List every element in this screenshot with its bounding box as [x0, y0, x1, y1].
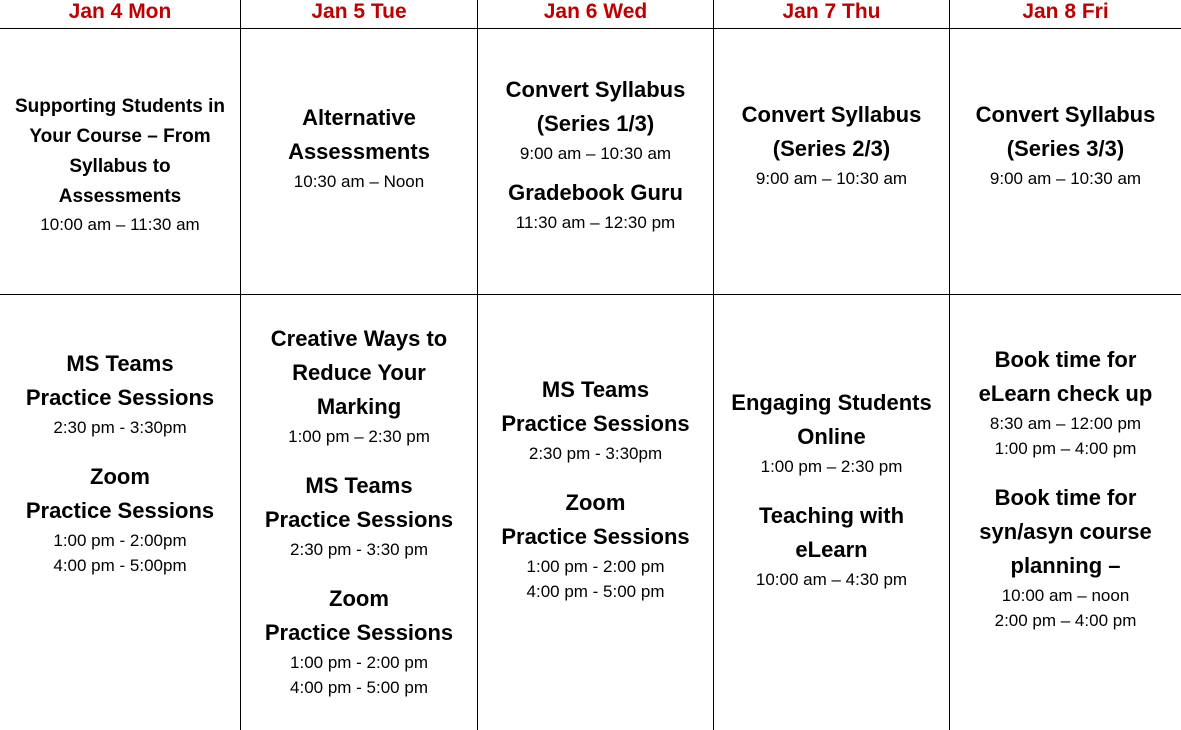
- event-title-line: Practice Sessions: [264, 507, 454, 532]
- morning-cell-mon: [0, 29, 241, 295]
- morning-cell-fri: [950, 29, 1181, 295]
- event-time: 2:30 pm - 3:30pm: [53, 418, 187, 437]
- event-time: 1:00 pm - 2:00 pm: [290, 653, 428, 672]
- event-title: Convert Syllabus (Series 2/3): [741, 102, 922, 161]
- event-time: 9:00 am – 10:30 am: [755, 169, 908, 188]
- event-time: 8:30 am – 12:00 pm: [989, 414, 1142, 433]
- event-title: Book time for eLearn check up: [978, 347, 1153, 406]
- event-time: 1:00 pm – 4:00 pm: [994, 439, 1137, 458]
- event-title-line: Practice Sessions: [501, 411, 690, 436]
- event: [26, 347, 214, 440]
- morning-cell-wed: [478, 29, 714, 295]
- event-title: Gradebook Guru: [508, 179, 683, 205]
- afternoon-cell-mon: [0, 295, 241, 730]
- event: [501, 373, 689, 466]
- event-time: 1:00 pm - 2:00pm: [53, 531, 187, 550]
- event-time: 2:30 pm - 3:30 pm: [290, 540, 428, 559]
- event-title: Teaching with eLearn: [758, 503, 905, 562]
- afternoon-cell-wed: [478, 295, 714, 730]
- event: [269, 101, 449, 194]
- event-time: 4:00 pm - 5:00 pm: [290, 678, 428, 697]
- event-title-line: Practice Sessions: [501, 524, 690, 549]
- event-time: 1:00 pm – 2:30 pm: [288, 427, 430, 446]
- event: [257, 322, 462, 449]
- event-time: 1:00 pm – 2:30 pm: [760, 457, 903, 476]
- event: [742, 499, 922, 592]
- morning-cell-thu: [714, 29, 950, 295]
- event-time: 1:00 pm - 2:00 pm: [526, 557, 665, 576]
- event: [508, 176, 683, 235]
- event: [963, 98, 1168, 191]
- event: [963, 343, 1168, 461]
- event-title-line: Practice Sessions: [25, 498, 215, 523]
- event: [722, 386, 942, 479]
- event-title-line: Zoom: [90, 464, 150, 489]
- event: [493, 73, 698, 166]
- morning-cell-tue: [241, 29, 478, 295]
- afternoon-cell-thu: [714, 295, 950, 730]
- event-title: Engaging Students Online: [731, 390, 932, 449]
- afternoon-cell-tue: [241, 295, 478, 730]
- event-time: 2:00 pm – 4:00 pm: [994, 611, 1137, 630]
- event-time: 10:00 am – 11:30 am: [40, 215, 200, 234]
- event-title: Book time for syn/asyn course planning –: [979, 485, 1152, 578]
- event: [265, 582, 453, 700]
- day-header-wed: Jan 6 Wed: [478, 0, 714, 29]
- event-title-line: Practice Sessions: [25, 385, 215, 410]
- event-title: Supporting Students in Your Course – From Syllabus to Assessments: [14, 96, 226, 207]
- day-header-tue: Jan 5 Tue: [241, 0, 478, 29]
- event-title: Alternative Assessments: [288, 105, 430, 164]
- event-title: Creative Ways to Reduce Your Marking: [270, 326, 448, 419]
- day-header-mon: Jan 4 Mon: [0, 0, 241, 29]
- event: [26, 460, 214, 578]
- event-title-line: MS Teams: [66, 351, 174, 376]
- event: [13, 92, 228, 237]
- event-time: 9:00 am – 10:30 am: [519, 143, 672, 163]
- event-title: Convert Syllabus (Series 1/3): [505, 76, 686, 136]
- event-time: 4:00 pm - 5:00pm: [53, 556, 187, 575]
- event: [963, 481, 1168, 633]
- event-time: 2:30 pm - 3:30pm: [528, 444, 663, 463]
- event-time: 4:00 pm - 5:00 pm: [526, 582, 665, 601]
- event: [501, 486, 689, 604]
- day-header-thu: Jan 7 Thu: [714, 0, 950, 29]
- event-title: Convert Syllabus (Series 3/3): [975, 102, 1156, 161]
- afternoon-cell-fri: [950, 295, 1181, 730]
- event: [265, 469, 453, 562]
- event-time: 9:00 am – 10:30 am: [989, 169, 1142, 188]
- event-time: 10:30 am – Noon: [293, 172, 425, 191]
- event-title-line: Practice Sessions: [264, 620, 454, 645]
- event-title-line: MS Teams: [305, 473, 413, 498]
- event-time: 10:00 am – noon: [1001, 586, 1130, 605]
- event-time: 11:30 am – 12:30 pm: [515, 212, 676, 232]
- event-title-line: Zoom: [565, 490, 626, 515]
- event: [729, 98, 934, 191]
- event-time: 10:00 am – 4:30 pm: [755, 570, 908, 589]
- event-title-line: Zoom: [329, 586, 389, 611]
- day-header-fri: Jan 8 Fri: [950, 0, 1181, 29]
- event-title-line: MS Teams: [541, 377, 650, 402]
